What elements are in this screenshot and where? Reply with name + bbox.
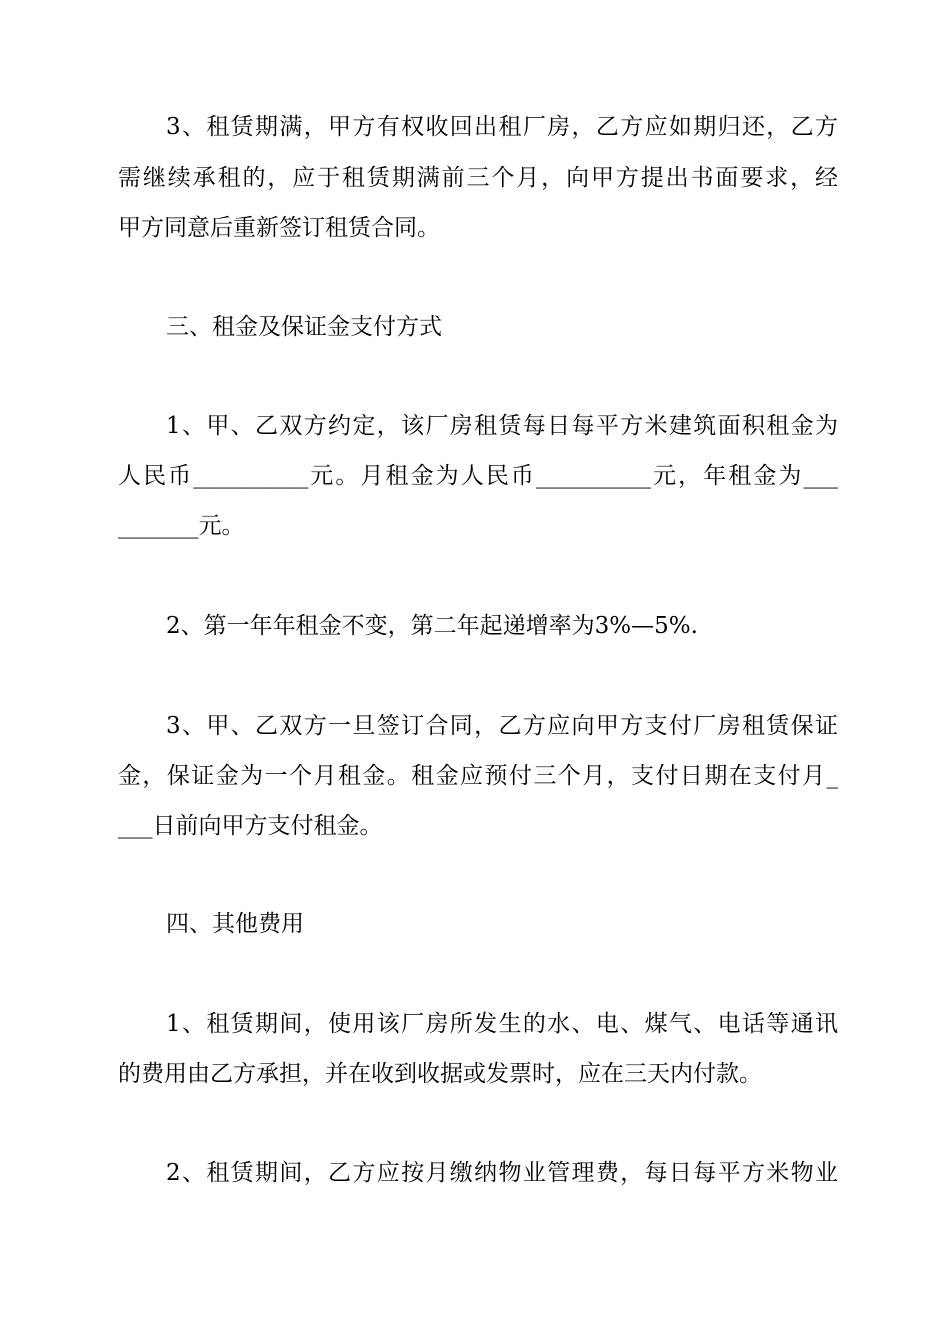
text-line: 3、甲、乙双方一旦签订合同，乙方应向甲方支付厂房租赁保证	[166, 713, 838, 739]
text-line: _______元。	[118, 513, 245, 539]
text-line: ___日前向甲方支付租金。	[118, 813, 383, 839]
text-line: 2、租赁期间，乙方应按月缴纳物业管理费，每日每平方米物业	[166, 1160, 838, 1186]
text-line: 1、租赁期间，使用该厂房所发生的水、电、煤气、电话等通讯	[166, 1011, 838, 1037]
text-line: 金，保证金为一个月租金。租金应预付三个月，支付日期在支付月_	[118, 763, 838, 789]
text-line: 1、甲、乙双方约定，该厂房租赁每日每平方米建筑面积租金为	[166, 413, 838, 439]
text-line: 人民币__________元。月租金为人民币__________元，年租金为___	[118, 463, 838, 489]
text-line: 甲方同意后重新签订租赁合同。	[118, 215, 440, 241]
section-heading: 四、其他费用	[166, 911, 304, 937]
text-line: 的费用由乙方承担，并在收到收据或发票时，应在三天内付款。	[118, 1061, 762, 1087]
section-heading: 三、租金及保证金支付方式	[166, 314, 442, 340]
text-line: 3、租赁期满，甲方有权收回出租厂房，乙方应如期归还，乙方	[166, 114, 838, 140]
text-line: 需继续承租的，应于租赁期满前三个月，向甲方提出书面要求，经	[118, 165, 838, 191]
text-line: 2、第一年年租金不变，第二年起递增率为3%—5%.	[166, 613, 698, 639]
